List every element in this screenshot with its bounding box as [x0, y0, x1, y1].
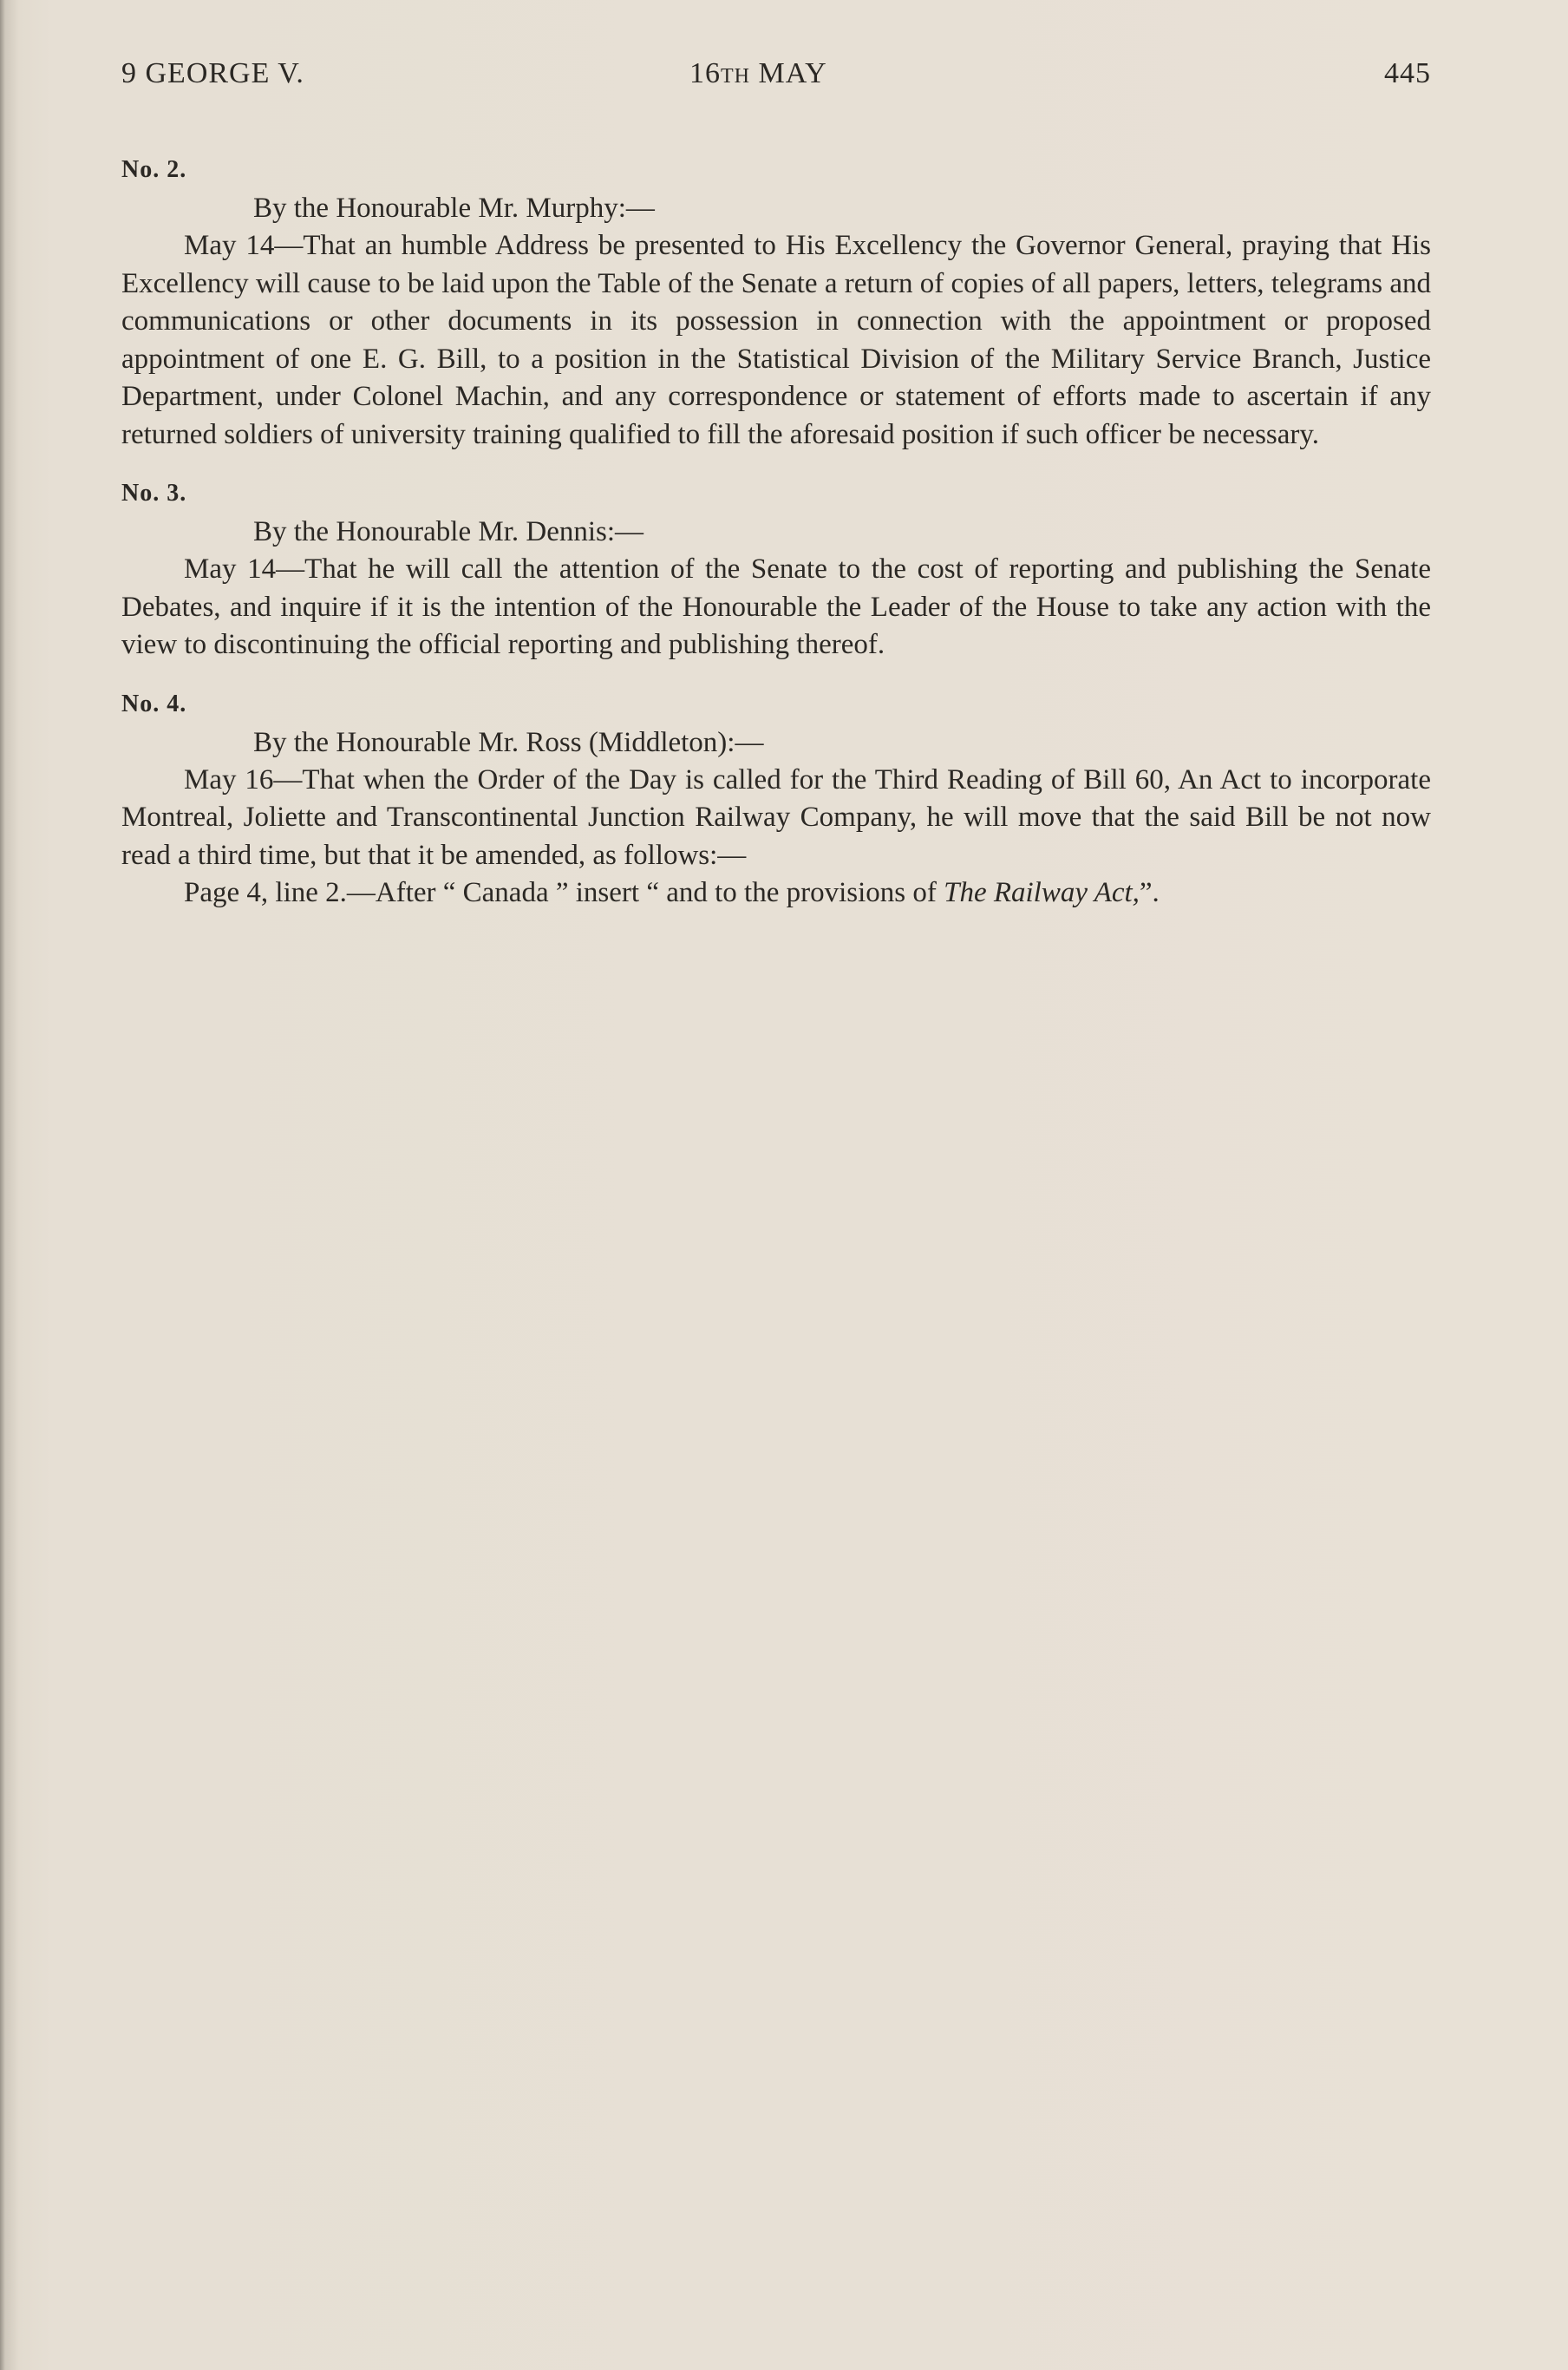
notice-mover: By the Honourable Mr. Ross (Middleton):—	[253, 726, 764, 758]
header-day-suffix: TH	[721, 65, 750, 88]
header-month: MAY	[758, 57, 827, 89]
notice-number: No. 2.	[121, 156, 187, 183]
notice-text: May 14—That an humble Address be presented to His Excellency the Governor General, praying that His Excellency will cause to be laid upon the Table of the Senate a return of copies of all papers, letters, telegrams and communications or other documents in its possession in connection with the appointment or proposed appointment of one E. G. Bill, to a position in the Statistical Division of the Military Service Branch, Justice Department, under Colonel Machin, and any correspondence or statement of efforts made to ascertain if any returned soldiers of university training qualified to fill the aforesaid position if such officer be necessary.	[121, 230, 1431, 450]
notice-text: May 16—That when the Order of the Day is called for the Third Reading of Bill 60, An Act to incorporate Montreal, Joliette and Transcontinental Junction Railway Company, he will move that the said Bill be not now read a third time, but that it be amended, as follows:—	[121, 763, 1431, 871]
amendment-suffix: ”.	[1139, 877, 1160, 908]
notice-mover: By the Honourable Mr. Murphy:—	[253, 193, 655, 224]
header-date	[689, 57, 827, 90]
notice-text: May 14—That he will call the attention of the Senate to the cost of reporting and publishing the Senate Debates, and inquire if it is the intention of the Honourable the Leader of the House to take any action with the view to discontinuing the official reporting and publishing thereof.	[121, 553, 1431, 660]
notice-mover: By the Honourable Mr. Dennis:—	[253, 516, 644, 547]
amendment-italic: The Railway Act,	[944, 877, 1140, 908]
notice-section	[121, 151, 1431, 454]
header-day: 16	[689, 57, 721, 89]
notices-body	[121, 151, 1431, 933]
notice-number: No. 3.	[121, 480, 187, 507]
notice-section	[121, 685, 1431, 913]
running-header	[121, 57, 1431, 101]
notice-number: No. 4.	[121, 690, 187, 717]
notice-amendment	[121, 874, 1431, 913]
header-session: 9 GEORGE V.	[121, 57, 304, 89]
notice-section	[121, 475, 1431, 665]
amendment-prefix: Page 4, line 2.—After “ Canada ” insert “ and to the provisions of	[184, 877, 944, 908]
page-number: 445	[1384, 57, 1431, 89]
